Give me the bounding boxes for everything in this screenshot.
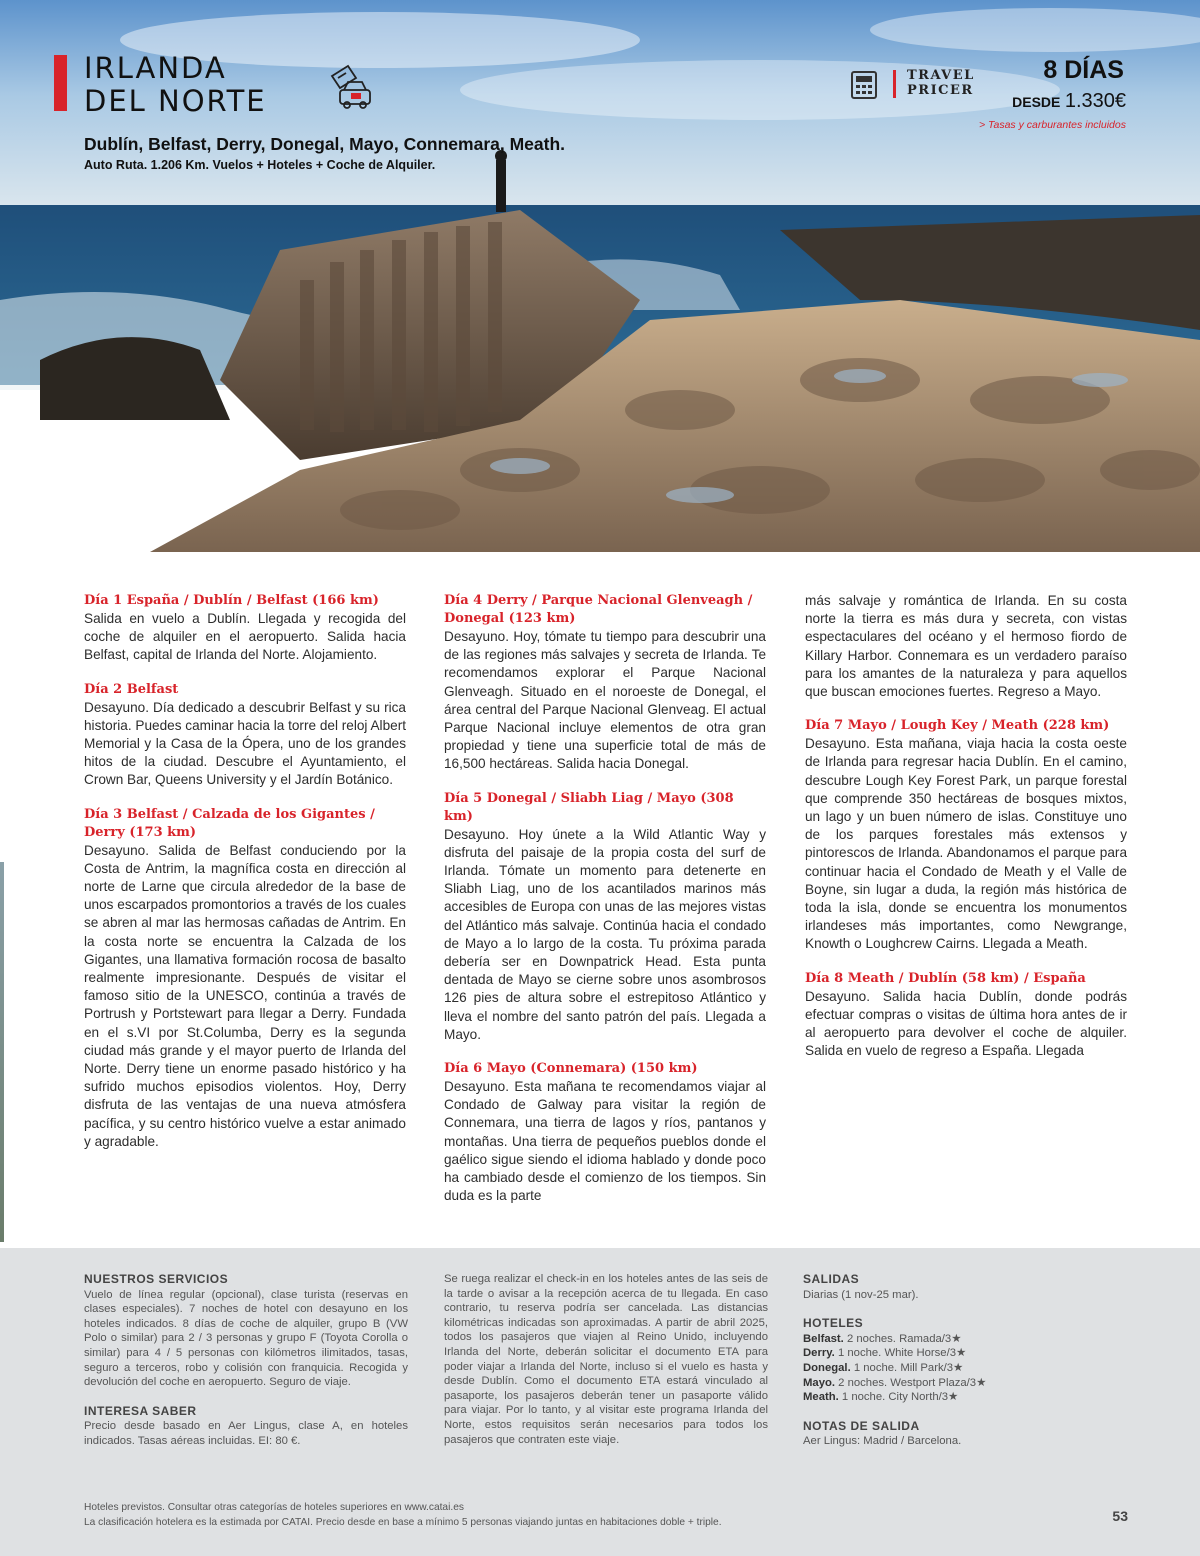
notas-section [803,1419,1127,1449]
footer-column-2 [444,1272,768,1447]
route-cities: Dublín, Belfast, Derry, Donegal, Mayo, Connemara, Meath. [84,134,566,154]
footer-column-3 [803,1272,1127,1463]
hotel-row [803,1361,1127,1376]
hotel-detail: 2 noches. Ramada/3★ [843,1332,962,1345]
day-2-title: Día 2 Belfast [84,681,179,697]
hotels-section [803,1316,1127,1405]
hotel-row [803,1390,1127,1405]
hotel-row [803,1376,1127,1391]
itinerary-column-2 [444,592,766,1221]
travel-pricer-line-2: PRICER [907,83,974,98]
checkin-text: Se ruega realizar el check-in en los hoteles antes de las seis de la tarde o avisar a la recepción acerca de tu llegada. En caso contrario, tu reserva podría ser cancelada. Las distancias kilométricas indicadas son aproximadas. A partir de abril 2025, todos los pasajeros que viajen al Reino Unido, incluyendo Irlanda del Norte, deberán solicitar el documento ETA para poder viajar a Irlanda del Norte, incluso si el vuelo es hasta y desde Dublín. Como el documento ETA estará vinculado al pasaporte, los pasajeros deberán tener un pasaporte válido para viajar. Por lo tanto, y al visitar este programa Irlanda del Norte, estos requisitos serán necesarios para todos los pasajeros que contraten este viaje. [444,1273,768,1446]
day-5-text: Desayuno. Hoy únete a la Wild Atlantic Way y disfruta del paisaje de la propia costa del surf de Irlanda. Tómate un momento para detenerte en Sliabh Liag, uno de los acantilados marinos más accesibles de Europa con unas de las mejores vistas del Atlántico más salvaje. Continúa hacia el condado de Mayo a lo largo de la costa. Tu próxima parada debería ser en Downpatrick Head. Esta punta dentada de Mayo se cierne sobre unos asombrosos 126 pies de altura sobre el estrepitoso Atlántico y lleva el nombre del santo patrón del país. Llegada a Mayo. [444,826,766,1042]
hotels-title: HOTELES [803,1316,864,1331]
hotel-row [803,1332,1127,1347]
calculator-icon [850,70,878,100]
day-6 [444,1060,766,1205]
price-value: 1.330€ [1064,90,1126,112]
day-6-title: Día 6 Mayo (Connemara) (150 km) [444,1061,698,1077]
day-6-text-continued: más salvaje y romántica de Irlanda. En su costa norte la tierra es más dura y secreta, con vistas espectaculares del océano y el hermoso fiordo de Killary Harbor. Connemara es un verdadero paraíso para los amantes de la naturaleza y para aquellos que buscan emociones fuertes. Regreso a Mayo. [805,593,1127,700]
day-1-text: Salida en vuelo a Dublín. Llegada y recogida del coche de alquiler en el aeropuerto. Salida hacia Belfast, capital de Irlanda del Norte. Alojamiento. [84,611,406,663]
hotel-city: Mayo. [803,1376,836,1389]
day-4-title: Día 4 Derry / Parque Nacional Glenveagh / Donegal (123 km) [444,593,753,626]
hotel-detail: 1 noche. Mill Park/3★ [850,1361,964,1374]
hotel-note [84,1500,722,1530]
price-block [1012,90,1126,113]
day-4-text: Desayuno. Hoy, tómate tu tiempo para descubrir una de las regiones más salvajes y secreta de Irlanda. Te recomendamos explorar el Parque Nacional Glenveagh. Situado en el noroeste de Donegal, el área central del Parque Nacional Glenveag. El actual Parque Nacional incluye elementos de otra gran propiedad y tiene una superficie total de más de 16,500 hectáreas. Salida hacia Donegal. [444,629,766,772]
interesa-text: Precio desde basado en Aer Lingus, clase A, en hoteles indicados. Tasas aéreas incluidas. EI: 80 €. [84,1420,408,1447]
notas-text: Aer Lingus: Madrid / Barcelona. [803,1435,962,1448]
day-7-text: Desayuno. Esta mañana, viaja hacia la costa oeste de Irlanda para regresar hacia Dublín. En el camino, descubre Lough Key Forest Park, un parque forestal que comprende 350 hectáreas de bosques mixtos, un lago y un buen número de islas. Constituye uno de los parques forestales más extensos y pintorescos de Irlanda. Abandonamos el parque para continuar hacia el Condado de Meath y el Valle de Boyne, sin lugar a duda, la región más histórica de toda la isla, donde se encuentra los monumentos irlandeses más importantes, como Newgrange, Knowth o Loughcrew Cairns. Llegada a Meath. [805,736,1127,952]
day-3-text: Desayuno. Salida de Belfast conduciendo por la Costa de Antrim, la magnífica costa en dirección al norte de Larne que circula alrededor de la base de unos escarpados promontorios a través de los cuales se abren al mar las hermosas cañadas de Antrim. En la costa norte se encuentra la Calzada de los Gigantes, una llamativa formación rocosa de basalto realmente impresionante. Después de visitar el famoso sitio de la UNESCO, continúa a través de Portrush y Portstewart para llegar a Derry. Fundada en el s.VI por St.Columba, Derry es la segunda ciudad más grande y el mayor puerto de Irlanda del Norte. Derry tiene un enorme pasado histórico y ha sufrido muchos episodios violentos. Hoy, Derry disfruta de las ventajas de una nueva atmósfera pacífica, y su centro histórico vuelve a estar animado y agradable. [84,842,406,1149]
taxes-note: > Tasas y carburantes incluidos [979,119,1126,131]
services-text: Vuelo de línea regular (opcional), clase turista (reservas en clases especiales). 7 noches de hotel con desayuno en los hoteles indicados. 8 días de coche de alquiler, grupo B (VW Polo o similar) para 2 / 3 personas y grupo F (Toyota Corolla o similar) para 4 / 5 personas con kilómetros ilimitados, tasas, seguro a terceros, robo y colisión con franquicia. Recogida y devolución del coche en aeropuerto. Seguro de viaje. [84,1288,408,1389]
day-5 [444,790,766,1044]
hotel-detail: 1 noche. City North/3★ [838,1391,959,1404]
hotel-city: Derry. [803,1347,835,1360]
hotel-row [803,1346,1127,1361]
side-image-strip [0,862,4,1242]
hotel-note-line-2: La clasificación hotelera es la estimada por CATAI. Precio desde en base a mínimo 5 personas viajando juntas en habitaciones doble + triple. [84,1517,722,1528]
title-line-1: IRLANDA [84,51,227,85]
day-4 [444,592,766,774]
page-title [84,52,267,118]
day-5-title: Día 5 Donegal / Sliabh Liag / Mayo (308 km) [444,790,734,824]
notas-title: NOTAS DE SALIDA [803,1418,920,1433]
travel-pricer-accent [893,70,896,98]
car-plane-icon [324,62,376,114]
page-number: 53 [1112,1508,1128,1524]
day-7 [805,717,1127,953]
day-2-text: Desayuno. Día dedicado a descubrir Belfast y su rica historia. Puedes caminar hacia la torre del reloj Albert Memorial y la Casa de la Ópera, uno de los grandes hitos de la ciudad. Descubre el Ayuntamiento, el Crown Bar, Queens University y el Jardín Botánico. [84,699,406,788]
itinerary-column-3 [805,592,1127,1076]
day-1-title: Día 1 España / Dublín / Belfast (166 km) [84,593,379,608]
hotel-note-line-1: Hoteles previstos. Consultar otras categorías de hoteles superiores en www.catai.es [84,1502,464,1513]
title-accent-bar [54,55,67,111]
hotel-city: Belfast. [803,1332,844,1345]
services-title: NUESTROS SERVICIOS [84,1272,229,1286]
day-2 [84,681,406,790]
title-line-2: DEL NORTE [84,84,267,118]
hotel-detail: 1 noche. White Horse/3★ [834,1347,967,1360]
interesa-title: INTERESA SABER [84,1403,197,1418]
travel-pricer-line-1: TRAVEL [907,68,975,83]
interesa-section [84,1404,408,1449]
route-summary: Auto Ruta. 1.206 Km. Vuelos + Hoteles + Coche de Alquiler. [84,158,436,172]
day-1 [84,592,406,665]
itinerary-column-1 [84,592,406,1167]
footer-column-1 [84,1272,408,1463]
travel-pricer-label [907,68,975,98]
price-label: DESDE [1012,94,1061,110]
day-8 [805,970,1127,1061]
day-3-title: Día 3 Belfast / Calzada de los Gigantes / Derry (173 km) [84,806,375,840]
salidas-section [803,1272,1127,1302]
salidas-title: SALIDAS [803,1272,860,1286]
day-8-text: Desayuno. Salida hacia Dublín, donde podrás efectuar compras o visitas de última hora antes de ir al aeropuerto para devolver el coche de alquiler. Salida en vuelo de regreso a España. Llegada [805,988,1127,1059]
day-3 [84,806,406,1151]
day-6-text: Desayuno. Esta mañana te recomendamos viajar al Condado de Galway para visitar la región de Connemara, una tierra de lagos y ríos, pantanos y montañas. Una tierra de pequeños pueblos donde el gaélico sigue siendo el idioma hablado y donde poco ha cambiado desde el comienzo de los tiempos. Sin duda es la parte [444,1079,766,1204]
day-8-title: Día 8 Meath / Dublín (58 km) / España [805,970,1086,986]
services-section [84,1272,408,1390]
hotel-city: Donegal. [803,1361,851,1374]
trip-days: 8 DÍAS [1043,56,1124,84]
salidas-text: Diarias (1 nov-25 mar). [803,1288,919,1301]
day-7-title: Día 7 Mayo / Lough Key / Meath (228 km) [805,718,1110,734]
hero-image [0,0,1200,552]
hotel-detail: 2 noches. Westport Plaza/3★ [835,1376,987,1389]
hotel-city: Meath. [803,1391,839,1404]
